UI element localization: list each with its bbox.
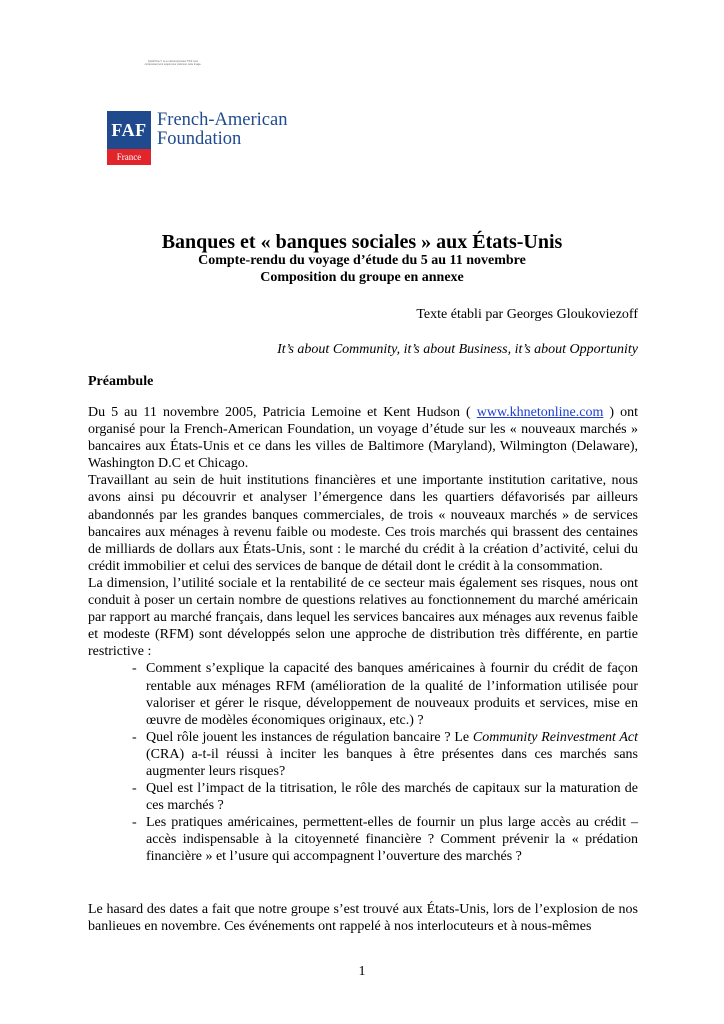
document-title: Banques et « banques sociales » aux États-Unis xyxy=(161,231,563,253)
logo-name xyxy=(157,111,287,149)
question-list xyxy=(88,660,638,865)
logo-name-line2: Foundation xyxy=(157,129,242,149)
section-heading-preambule: Préambule xyxy=(88,374,154,389)
document-subtitle: Compte-rendu du voyage d’étude du 5 au 11 novembre xyxy=(198,253,526,268)
logo-name-line1: French-American xyxy=(157,110,288,130)
question-item-1: - Comment s’explique la capacité des banques américaines à fournir du crédit de façon rentable aux ménages RFM (amélioration de la qualité de l’information utilisée pour valoriser et gérer le risque, développement de nouveaux produits et services, mise en œuvre de modèles économiques originaux, etc.) ? xyxy=(146,660,638,728)
author-line: Texte établi par Georges Gloukoviezoff xyxy=(416,307,638,322)
khnetonline-link[interactable]: www.khnetonline.com xyxy=(476,405,604,420)
document-annex-note: Composition du groupe en annexe xyxy=(260,270,464,285)
question-item-4: - Les pratiques américaines, permettent-elles de fournir un plus large accès au crédit – accès indispensable à la citoyenneté financière ? Comment prévenir la « prédation financière » et l’usure qui accompagnent l’ouverture des marchés ? xyxy=(146,814,638,865)
question-item-3: - Quel est l’impact de la titrisation, le rôle des marchés de capitaux sur la maturation de ces marchés ? xyxy=(146,780,638,814)
cra-act-name: Community Reinvestment Act xyxy=(472,729,638,745)
paragraph-1-start: Du 5 au 11 novembre 2005, Patricia Lemoine et Kent Hudson ( xyxy=(88,405,477,420)
closing-paragraph: Le hasard des dates a fait que notre groupe s’est trouvé aux États-Unis, lors de l’explosion de nos banlieues en novembre. Ces événements ont rappelé à nos interlocuteurs et à nous-mêmes xyxy=(88,902,638,935)
logo-country: France xyxy=(107,149,151,165)
logo-abbr: FAF xyxy=(107,111,151,149)
preambule-body xyxy=(88,404,638,866)
paragraph-1 xyxy=(88,404,638,472)
question-item-2 xyxy=(146,729,638,780)
paragraph-1-end: ) ont organisé pour la French-American Foundation, un voyage d’étude sur les « nouveaux marchés » bancaires aux États-Unis et ce dans les villes de Baltimore (Maryland), Wilmington (Delaware), Washington D.C et Chicago. xyxy=(88,405,638,472)
paragraph-3: La dimension, l’utilité sociale et la rentabilité de ce secteur mais également ses risques, nous ont conduit à poser un certain nombre de questions relatives au fonctionnement du marché américain par rapport au marché français, dans lequel les services bancaires aux ménages aux revenus faible et modeste (RFM) sont développés selon une approche de distribution très différente, en partie restrictive : xyxy=(88,575,638,660)
question-item-2-start: Quel rôle jouent les instances de régulation bancaire ? Le xyxy=(146,729,473,745)
quicktime-placeholder-note: QuickTime™ et un décompresseur TIFF (non compressé) sont requis pour visionner cette image. xyxy=(144,60,202,66)
paragraph-2: Travaillant au sein de huit institutions financières et une importante institution caritative, nous avons ainsi pu découvrir et analyser l’émergence dans les quartiers défavorisés par ailleurs abandonnés par les grandes banques commerciales, de trois « nouveaux marchés » de services bancaires aux ménages à revenu faible ou modeste. Ces trois marchés qui brassent des centaines de milliards de dollars aux États-Unis, sont : le marché du crédit à la création d’activité, celui du crédit immobilier et celui des services de banque de détail dont le crédit à la consommation. xyxy=(88,473,638,574)
question-item-2-end: (CRA) a-t-il réussi à inciter les banques à être présentes dans ces marchés sans augmenter leurs risques? xyxy=(146,746,638,779)
motto: It’s about Community, it’s about Business, it’s about Opportunity xyxy=(277,342,638,357)
page-number: 1 xyxy=(358,964,366,979)
